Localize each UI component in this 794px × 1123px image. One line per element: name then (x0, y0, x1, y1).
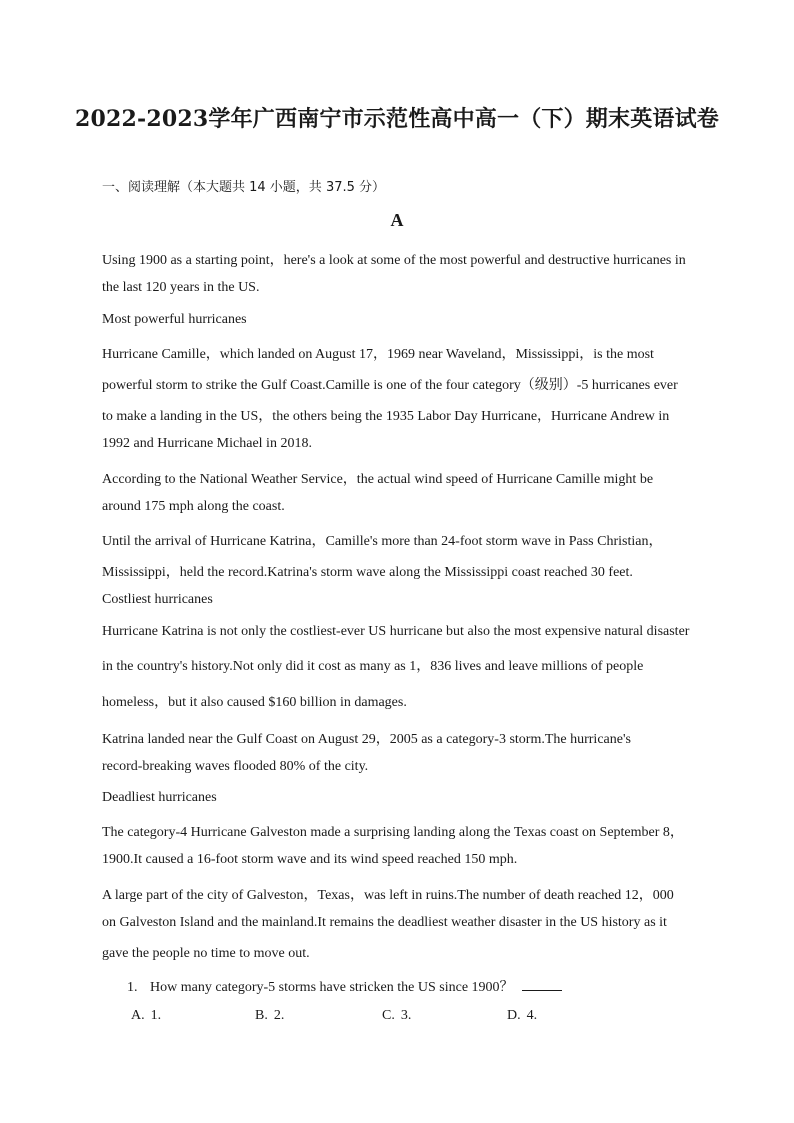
passage-line: A large part of the city of Galveston，Texas，was left in ruins.The number of death reached 12，000 (102, 888, 674, 903)
subheading-costliest: Costliest hurricanes (102, 592, 213, 607)
passage-line: in the country's history.Not only did it cost as many as 1，836 lives and leave millions of people (102, 659, 644, 674)
question-number: 1. (127, 980, 138, 995)
option-key: C. (382, 1008, 395, 1023)
option-c (382, 1008, 411, 1024)
passage-line: around 175 mph along the coast. (102, 499, 285, 514)
passage-line: Hurricane Katrina is not only the costliest-ever US hurricane but also the most expensive natural disaster (102, 624, 690, 639)
passage-line: Hurricane Camille，which landed on August 17，1969 near Waveland，Mississippi，is the most (102, 347, 654, 362)
passage-line: gave the people no time to move out. (102, 946, 310, 961)
option-key: B. (255, 1008, 268, 1023)
option-text: 2. (273, 1008, 285, 1023)
option-a (131, 1008, 161, 1024)
option-text: 1. (150, 1008, 162, 1023)
option-text: 3. (400, 1008, 412, 1023)
passage-line: According to the National Weather Service，the actual wind speed of Hurricane Camille might be (102, 472, 654, 487)
passage-line: homeless，but it also caused $160 billion in damages. (102, 695, 407, 710)
question-1 (127, 976, 562, 996)
exam-title: 2022-2023学年广西南宁市示范性高中高一（下）期末英语试卷 (75, 106, 719, 132)
section-heading: 一、阅读理解（本大题共 14 小题，共 37.5 分） (102, 180, 386, 195)
option-text: 4. (526, 1008, 538, 1023)
option-key: D. (507, 1008, 521, 1023)
passage-line: Until the arrival of Hurricane Katrina，Camille's more than 24-foot storm wave in Pass Christian， (102, 534, 663, 549)
subheading-deadliest: Deadliest hurricanes (102, 790, 217, 805)
answer-blank (522, 978, 562, 991)
passage-line: Using 1900 as a starting point，here's a look at some of the most powerful and destructive hurricanes in (102, 253, 686, 268)
passage-line: Katrina landed near the Gulf Coast on August 29，2005 as a category-3 storm.The hurricane's (102, 732, 631, 747)
passage-line: on Galveston Island and the mainland.It remains the deadliest weather disaster in the US history as it (102, 915, 667, 930)
option-key: A. (131, 1008, 145, 1023)
passage-line: the last 120 years in the US. (102, 280, 260, 295)
passage-line: The category-4 Hurricane Galveston made a surprising landing along the Texas coast on September 8， (102, 825, 684, 840)
option-b (255, 1008, 284, 1024)
passage-line: record-breaking waves flooded 80% of the city. (102, 759, 369, 774)
subheading-most-powerful: Most powerful hurricanes (102, 312, 247, 327)
question-text: How many category-5 storms have stricken the US since 1900？ (150, 980, 514, 995)
passage-line: powerful storm to strike the Gulf Coast.Camille is one of the four category（级别）-5 hurricanes ever (102, 378, 678, 393)
passage-line: Mississippi，held the record.Katrina's storm wave along the Mississippi coast reached 30 feet. (102, 565, 633, 580)
option-d (507, 1008, 537, 1024)
passage-line: to make a landing in the US，the others being the 1935 Labor Day Hurricane，Hurricane Andrew in (102, 409, 670, 424)
passage-label: A (390, 210, 404, 230)
passage-line: 1992 and Hurricane Michael in 2018. (102, 436, 312, 451)
passage-line: 1900.It caused a 16-foot storm wave and its wind speed reached 150 mph. (102, 852, 518, 867)
